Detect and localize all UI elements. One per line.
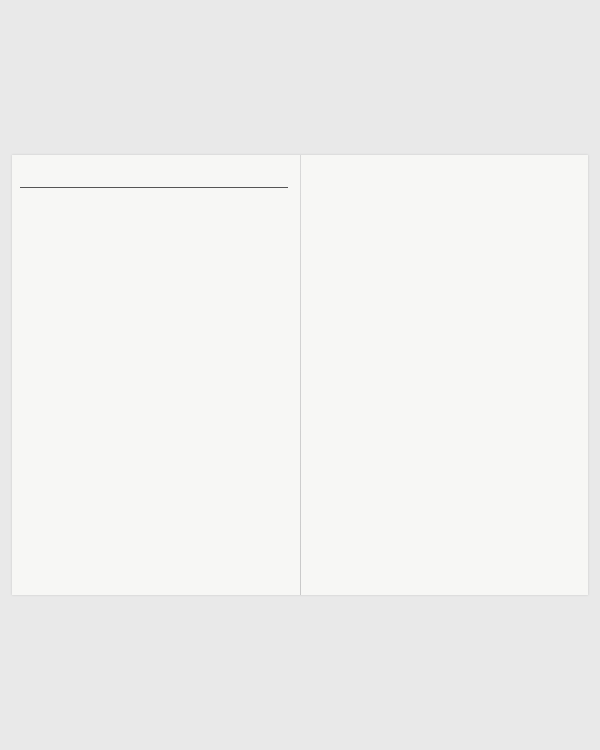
- left-running-head: [20, 165, 288, 188]
- page-gutter: [300, 155, 301, 595]
- book-spread: [12, 155, 588, 595]
- left-page-text: [20, 195, 288, 205]
- left-page: [20, 155, 288, 595]
